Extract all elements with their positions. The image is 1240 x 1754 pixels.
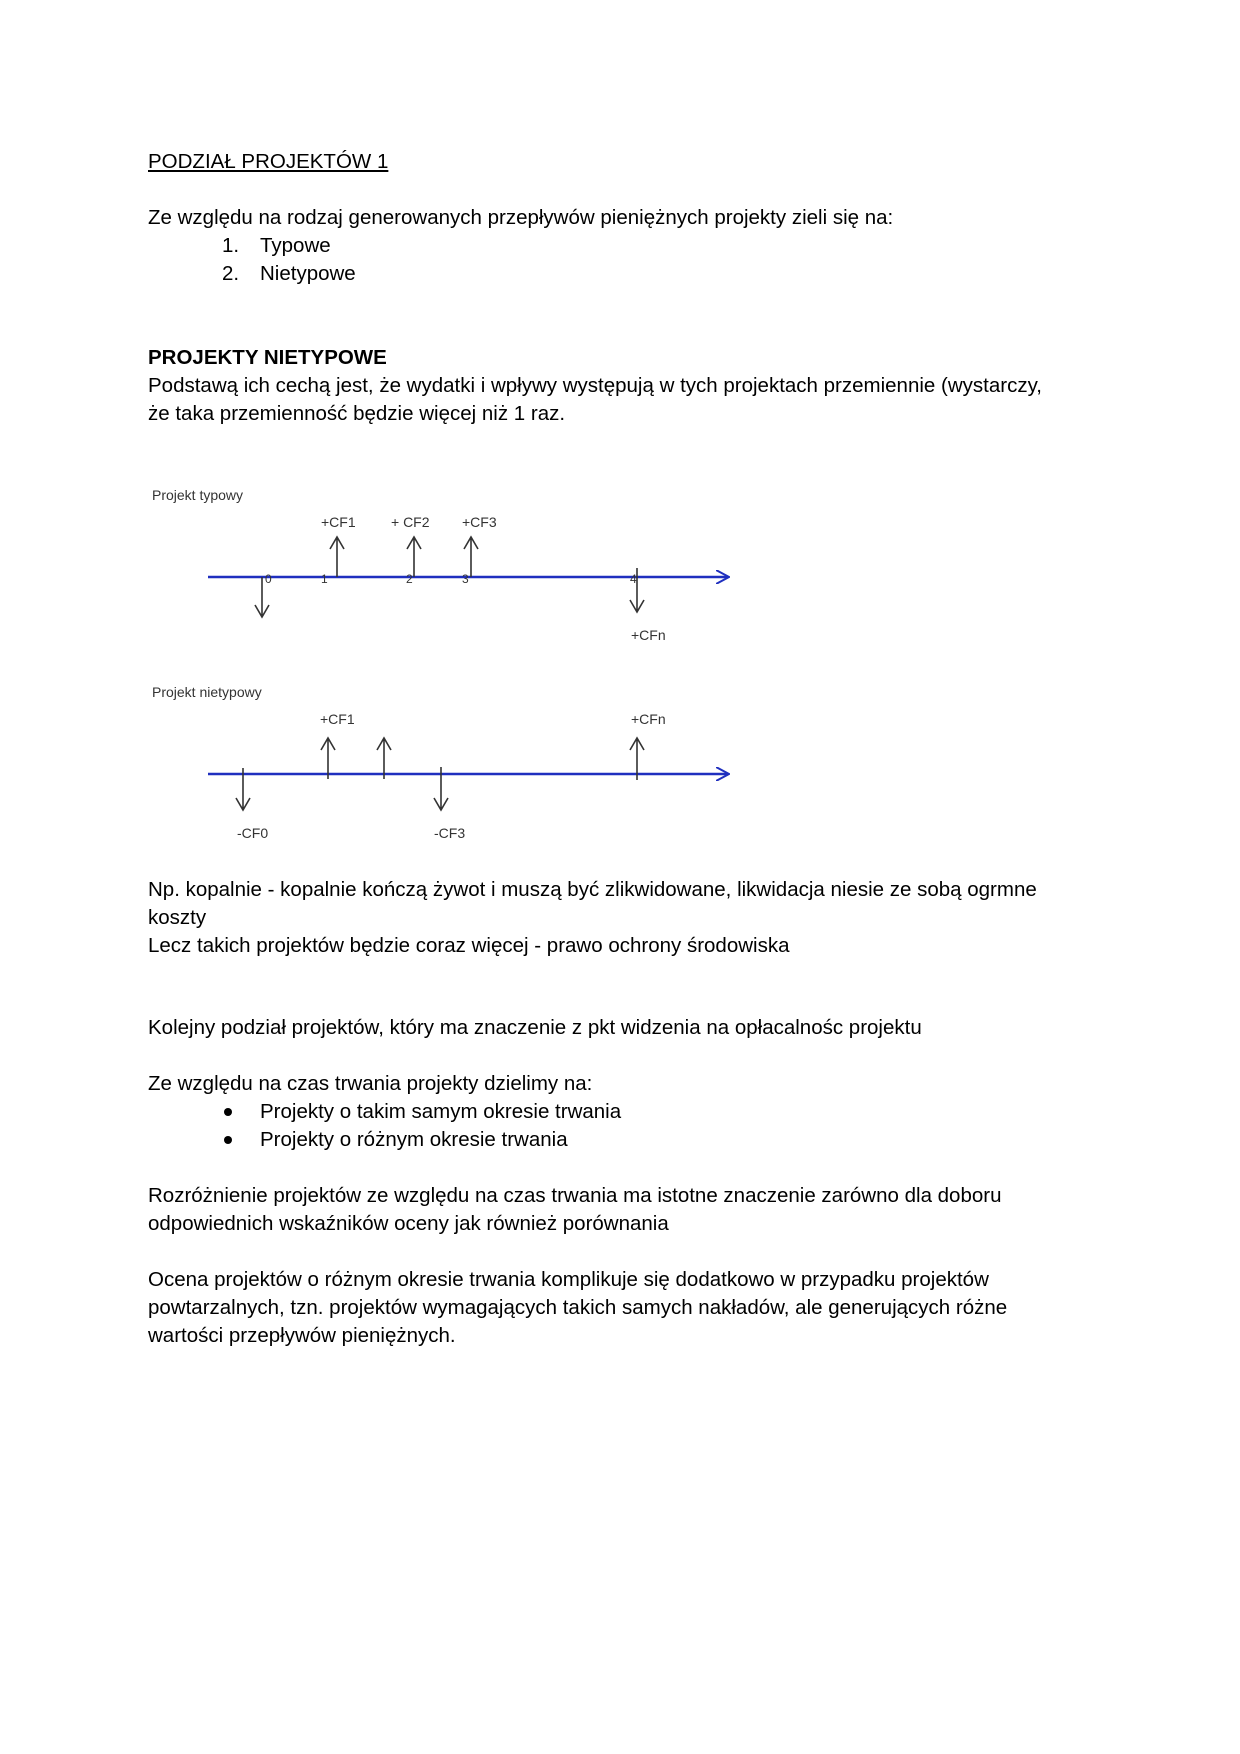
nietypowy-label-cf0: -CF0 [237, 825, 269, 841]
evaluation-line: powtarzalnych, tzn. projektów wymagających takich samych nakładów, ale generujących różne [148, 1296, 1008, 1319]
duration-intro: Ze względu na czas trwania projekty dzielimy na: [148, 1072, 593, 1095]
typowy-inflow-arrow-cf2 [407, 537, 421, 577]
example-line: Lecz takich projektów będzie coraz więcej - prawo ochrony środowiska [148, 934, 790, 957]
list-item-text: Projekty o różnym okresie trwania [260, 1128, 568, 1151]
bullet-icon [224, 1108, 232, 1116]
typowy-label-cf1: +CF1 [321, 514, 356, 530]
section-title: PROJEKTY NIETYPOWE [148, 346, 387, 369]
duration-list [222, 1098, 621, 1154]
page-heading: PODZIAŁ PROJEKTÓW 1 [148, 150, 389, 173]
nietypowy-title: Projekt nietypowy [152, 684, 262, 700]
typowy-label-cf2: + CF2 [391, 514, 430, 530]
evaluation-line: wartości przepływów pieniężnych. [148, 1324, 456, 1347]
example-line: koszty [148, 906, 207, 929]
list-item-text: Nietypowe [260, 262, 356, 285]
nietypowy-label-cf1: +CF1 [320, 711, 355, 727]
typowy-inflow-arrow-cf3 [464, 537, 478, 577]
section-para-line: że taka przemienność będzie więcej niż 1 raz. [148, 402, 566, 425]
typowy-inflow-arrow-cf1 [330, 537, 344, 577]
typowy-title: Projekt typowy [152, 487, 244, 503]
tick-label: 1 [321, 572, 328, 586]
tick-label: 0 [265, 572, 272, 586]
typowy-label-cf3: +CF3 [462, 514, 497, 530]
bullet-icon [224, 1136, 232, 1144]
distinction-line: Rozróżnienie projektów ze względu na czas trwania ma istotne znaczenie zarówno dla doboru [148, 1184, 1002, 1207]
tick-label: 3 [462, 572, 469, 586]
list-marker: 1. [222, 234, 240, 257]
next-division-text: Kolejny podział projektów, który ma znaczenie z pkt widzenia na opłacalnośc projektu [148, 1016, 922, 1039]
nietypowy-label-cfn: +CFn [631, 711, 666, 727]
list-item-text: Typowe [260, 234, 331, 257]
intro-text: Ze względu na rodzaj generowanych przepływów pieniężnych projekty zieli się na: [148, 206, 894, 229]
section-para-line: Podstawą ich cechą jest, że wydatki i wpływy występują w tych projektach przemiennie (wystarczy, [148, 374, 1042, 397]
evaluation-line: Ocena projektów o różnym okresie trwania komplikuje się dodatkowo w przypadku projektów [148, 1268, 989, 1291]
list-item [222, 1098, 621, 1126]
distinction-line: odpowiednich wskaźników oceny jak również porównania [148, 1212, 669, 1235]
list-marker: 2. [222, 262, 240, 285]
nietypowy-label-cf3: -CF3 [434, 825, 466, 841]
example-line: Np. kopalnie - kopalnie kończą żywot i muszą być zlikwidowane, likwidacja niesie ze sobą ogrmne [148, 878, 1037, 901]
tick-label: 4 [630, 572, 637, 586]
list-item [222, 1126, 621, 1154]
tick-label: 2 [406, 572, 413, 586]
list-item-text: Projekty o takim samym okresie trwania [260, 1100, 622, 1123]
cash-flow-diagram [0, 0, 1240, 860]
typowy-label-cfn: +CFn [631, 627, 666, 643]
